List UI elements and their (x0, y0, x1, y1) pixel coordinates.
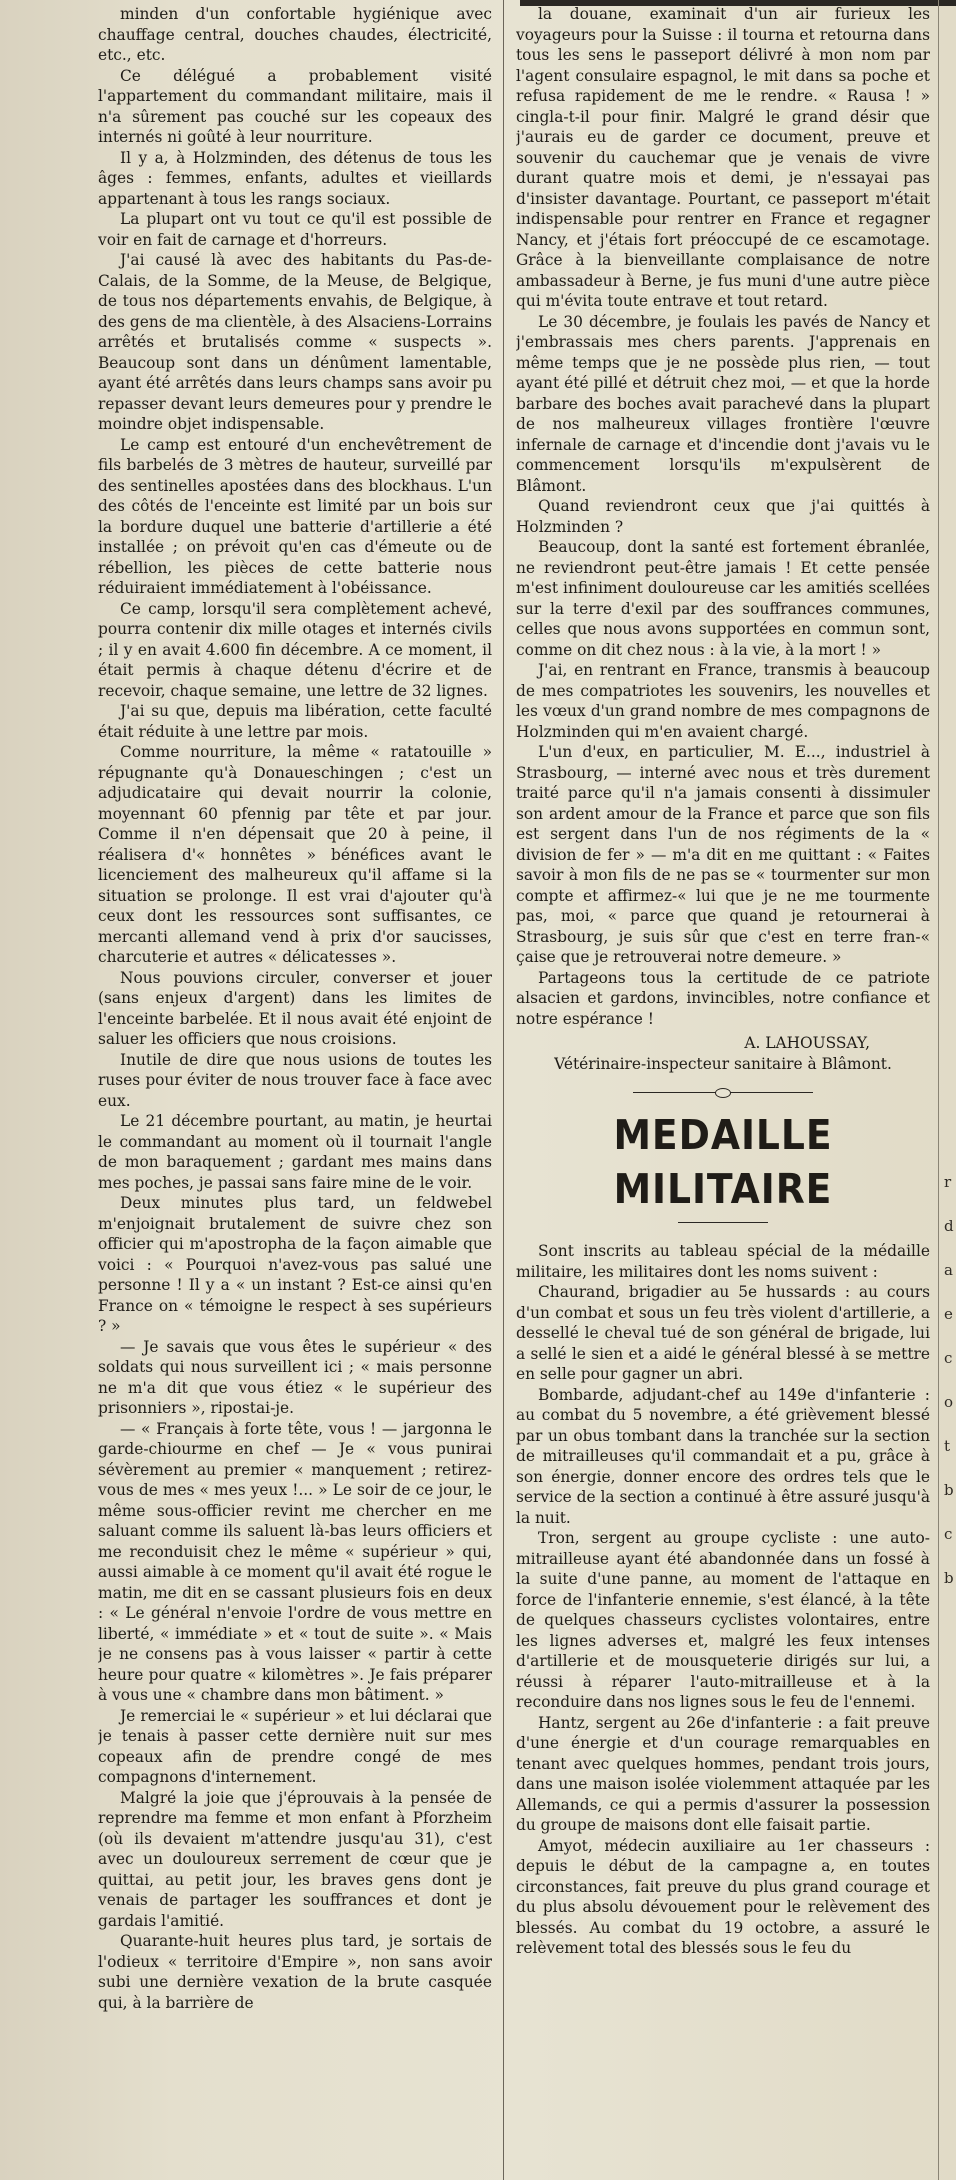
paragraph: Chaurand, brigadier au 5e hussards : au cours d'un combat et sous un feu très violent d'artillerie, a dessellé le cheval tué de son général de brigade, lui a sellé le sien et a aidé le général blessé à se mettre en selle pour gagner un abri. (516, 1283, 930, 1383)
paragraph: Le 30 décembre, je foulais les pavés de Nancy et j'embrassais mes chers parents. J'apprenais en même temps que je ne possède plus rien, — tout ayant été pillé et détruit chez moi, — et que la horde barbare des boches avait parachevé dans la plupart de nos malheureux villages frontière l'œuvre infernale de carnage et d'incendie dont j'avais vu le commencement lorsqu'ils m'expulsèrent de Blâmont. (516, 312, 930, 495)
edge-fragment: r (944, 1173, 952, 1191)
adjacent-column-fragments (944, 1160, 956, 1600)
left-column (98, 4, 492, 2180)
edge-fragment: a (944, 1261, 953, 1279)
right-column-rule (938, 0, 939, 2180)
paragraph: L'un d'eux, en particulier, M. E..., industriel à Strasbourg, — interné avec nous et très durement traité parce qu'il n'a jamais consenti à dissimuler son ardent amour de la France et parce que son fils est sergent dans l'un de nos régiments de la « division de fer » — m'a dit en me quittant : « Faites savoir à mon fils de ne pas se « tourmenter sur mon compte et affirmez-« lui que je ne me tourmente pas, moi, « parce que quand je retournerai à Strasbourg, je suis sûr que c'est en terre fran-« çaise que je retrouverai notre demeure. » (516, 743, 930, 966)
paragraph: J'ai su que, depuis ma libération, cette faculté était réduite à une lettre par mois. (98, 702, 492, 741)
right-column-article-end (516, 4, 930, 1029)
edge-fragment: o (944, 1393, 954, 1411)
edge-fragment: t (944, 1437, 951, 1455)
paragraph: Quarante-huit heures plus tard, je sortais de l'odieux « territoire d'Empire », non sans avoir subi une dernière vexation de la brute casquée qui, à la barrière de (98, 1932, 492, 2012)
paragraph: Ce camp, lorsqu'il sera complètement achevé, pourra contenir dix mille otages et internés civils ; il y en avait 4.600 fin décembre. A ce moment, il était permis à chaque détenu d'écrire et de recevoir, chaque semaine, une lettre de 32 lignes. (98, 599, 492, 700)
signature-name: A. LAHOUSSAY, (744, 1034, 870, 1052)
section-title: MEDAILLE MILITAIRE (613, 1111, 833, 1213)
paragraph: Hantz, sergent au 26e d'infanterie : a fait preuve d'une énergie et d'un courage remarquables en tenant avec quelques hommes, pendant trois jours, dans une maison isolée violemment attaquée par les Allemands, ce qui a permis d'assurer la possession du groupe de maisons dont elle faisait partie. (516, 1713, 930, 1834)
edge-fragment: c (944, 1349, 953, 1367)
signature-title: Vétérinaire-inspecteur sanitaire à Blâmont. (554, 1054, 892, 1073)
paragraph: Partageons tous la certitude de ce patriote alsacien et gardons, invincibles, notre confiance et notre espérance ! (516, 968, 930, 1028)
paragraph: Amyot, médecin auxiliaire au 1er chasseurs : depuis le début de la campagne a, en toutes circonstances, fait preuve du plus grand courage et du plus absolu dévouement pour le relèvement des blessés. Au combat du 19 octobre, a assuré le relèvement total des blessés sous le feu du (516, 1836, 930, 1957)
paragraph: Sont inscrits au tableau spécial de la médaille militaire, les militaires dont les noms suivent : (516, 1242, 930, 1281)
paragraph: Ce délégué a probablement visité l'appartement du commandant militaire, mais il n'a sûrement pas couché sur les copeaux des internés ni goûté à leur nourriture. (98, 66, 492, 146)
paragraph: la douane, examinait d'un air furieux les voyageurs pour la Suisse : il tourna et retourna dans tous les sens le passeport délivré à mon nom par l'agent consulaire espagnol, le mit dans sa poche et refusa rapidement de me le rendre. « Rausa ! » cingla-t-il pour finir. Malgré le grand désir que j'aurais eu de garder ce document, preuve et souvenir du cauchemar que je venais de vivre durant quatre mois et demi, je n'essayai pas d'insister davantage. Pourtant, ce passeport m'était indispensable pour rentrer en France et regagner Nancy, et j'étais fort préoccupé de ce escamotage. Grâce à la bienveillante complaisance de notre ambassadeur à Berne, je fus muni d'une autre pièce qui m'évita toute entrave et tout retard. (516, 5, 930, 310)
title-underline (678, 1222, 768, 1223)
paragraph: La plupart ont vu tout ce qu'il est possible de voir en fait de carnage et d'horreurs. (98, 210, 492, 249)
edge-fragment: b (944, 1481, 954, 1499)
section-ornament (633, 1088, 813, 1098)
paragraph: Inutile de dire que nous usions de toutes les ruses pour éviter de nous trouver face à face avec eux. (98, 1050, 492, 1110)
paragraph: Quand reviendront ceux que j'ai quittés à Holzminden ? (516, 497, 930, 536)
edge-fragment: c (944, 1525, 953, 1543)
paragraph: Comme nourriture, la même « ratatouille » répugnante qu'à Donaueschingen ; c'est un adjudicataire qui devait nourrir la colonie, moyennant 60 pfennig par tête et par jour. Comme il n'en dépensait que 20 à peine, il réalisera d'« honnêtes » bénéfices avant le licenciement des malheureux qu'il affame si la situation se prolonge. Il est vrai d'ajouter qu'à ceux dont les ressources sont suffisantes, ce mercanti allemand vend à prix d'or saucisses, charcuterie et autres « délicatesses ». (98, 743, 492, 966)
paragraph: minden d'un confortable hygiénique avec chauffage central, douches chaudes, électricité, etc., etc. (98, 5, 492, 64)
edge-fragment: b (944, 1569, 954, 1587)
medal-citations (516, 1241, 930, 1959)
paragraph: — « Français à forte tête, vous ! — jargonna le garde-chiourme en chef — Je « vous punirai sévèrement au premier « manquement ; retirez-vous de mes « mes yeux !... » Le soir de ce jour, le même sous-officier revint me chercher en me saluant comme ils saluent là-bas leurs officiers et me reconduisit chez le même « supérieur » qui, aussi aimable à ce moment qu'il avait été rogue le matin, me dit en se cassant plusieurs fois en deux : « Le général n'envoie l'ordre de vous mettre en liberté, « immédiate » et « tout de suite ». « Mais je ne consens pas à vous laisser « partir à cette heure pour quatre « kilomètres ». Je fais préparer à vous une « chambre dans mon bâtiment. » (98, 1419, 492, 1704)
paragraph: Deux minutes plus tard, un feldwebel m'enjoignait brutalement de suivre chez son officier qui m'apostropha de la façon aimable que voici : « Pourquoi n'avez-vous pas salué une personne ! Il y a « un instant ? Est-ce ainsi qu'en France on « témoigne le respect à ses supérieurs ? » (98, 1194, 492, 1335)
paragraph: Beaucoup, dont la santé est fortement ébranlée, ne reviendront peut-être jamais ! Et cette pensée m'est infiniment douloureuse car les amitiés scellées sur la terre d'exil par des souffrances communes, celles que nous avons supportées en commun sont, comme on dit chez nous : à la vie, à la mort ! » (516, 538, 930, 659)
paragraph: Je remerciai le « supérieur » et lui déclarai que je tenais à passer cette dernière nuit sur mes copeaux afin de prendre congé de mes compagnons d'internement. (98, 1706, 492, 1786)
paragraph: J'ai causé là avec des habitants du Pas-de-Calais, de la Somme, de la Meuse, de Belgique, de tous nos départements envahis, de Belgique, à des gens de ma clientèle, à des Alsaciens-Lorrains arrêtés et brutalisés comme « suspects ». Beaucoup sont dans un dénûment lamentable, ayant été arrêtés dans leurs champs sans avoir pu repasser devant leurs demeures pour y prendre le moindre objet indispensable. (98, 251, 492, 433)
paragraph: Le 21 décembre pourtant, au matin, je heurtai le commandant au moment où il tournait l'angle de mon baraquement ; gardant mes mains dans mes poches, je passai sans faire mine de le voir. (98, 1112, 492, 1192)
column-divider (503, 0, 504, 2180)
paragraph: Tron, sergent au groupe cycliste : une auto-mitrailleuse ayant été abandonnée dans un fossé à la suite d'une panne, au moment de l'attaque en force de l'infanterie ennemie, s'est élancé, à la tête de quelques chasseurs cyclistes volontaires, entre les lignes adverses et, malgré les feux intenses d'artillerie et de mousqueterie dirigés sur lui, a réussi à réparer l'auto-mitrailleuse et à la reconduire dans nos lignes sous le feu de l'ennemi. (516, 1529, 930, 1711)
paragraph: Malgré la joie que j'éprouvais à la pensée de reprendre ma femme et mon enfant à Pforzheim (où ils devaient m'attendre jusqu'au 31), c'est avec un douloureux serrement de cœur que je quittai, au petit jour, les braves gens dont je venais de partager les souffrances et dont je gardais l'amitié. (98, 1788, 492, 1930)
paragraph: Nous pouvions circuler, converser et jouer (sans enjeux d'argent) dans les limites de l'enceinte barbelée. Et il nous avait été enjoint de saluer les officiers que nous croisions. (98, 968, 492, 1048)
paragraph: Il y a, à Holzminden, des détenus de tous les âges : femmes, enfants, adultes et vieillards appartenant à tous les rangs sociaux. (98, 148, 492, 208)
edge-fragment: e (944, 1305, 953, 1323)
right-column (516, 4, 930, 2180)
paragraph: Le camp est entouré d'un enchevêtrement de fils barbelés de 3 mètres de hauteur, surveillé par des sentinelles apostées dans des blockhaus. L'un des côtés de l'enceinte est limité par un bois sur la bordure duquel une batterie d'artillerie a été installée ; on prévoit qu'en cas d'émeute ou de rébellion, les pièces de cette batterie nous réduiraient immédiatement à l'obéissance. (98, 435, 492, 597)
edge-fragment: d (944, 1217, 954, 1235)
paragraph: — Je savais que vous êtes le supérieur « des soldats qui nous surveillent ici ; « mais personne ne m'a dit que vous étiez « le supérieur des prisonniers », ripostai-je. (98, 1337, 492, 1417)
paragraph: J'ai, en rentrant en France, transmis à beaucoup de mes compatriotes les souvenirs, les nouvelles et les vœux d'un grand nombre de mes compagnons de Holzminden qui m'en avaient chargé. (516, 661, 930, 741)
paragraph: Bombarde, adjudant-chef au 149e d'infanterie : au combat du 5 novembre, a été grièvement blessé par un obus tombant dans la tranchée sur la section de mitrailleuses qu'il commandait et a pu, grâce à son énergie, donner encore des ordres tels que le service de la section a continué à être assuré jusqu'à la nuit. (516, 1385, 930, 1527)
